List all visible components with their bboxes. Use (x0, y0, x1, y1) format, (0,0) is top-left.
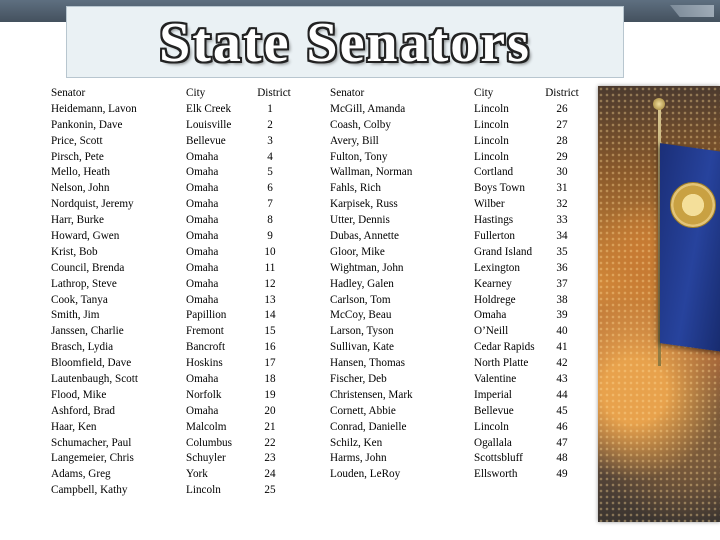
senator-name: McGill, Amanda (330, 102, 406, 115)
senator-name: Harms, John (330, 452, 387, 465)
senator-city: North Platte (474, 357, 529, 370)
senator-district: 3 (267, 134, 273, 147)
page-title: State Senators (159, 12, 531, 74)
senator-name: Harr, Burke (51, 214, 104, 227)
senator-name: Pankonin, Dave (51, 118, 123, 131)
senator-district: 29 (556, 150, 568, 163)
senator-name: Howard, Gwen (51, 230, 120, 243)
senator-district: 32 (556, 198, 568, 211)
senator-district: 17 (264, 357, 276, 370)
senator-city: Boys Town (474, 182, 525, 195)
senator-name: Mello, Heath (51, 166, 111, 179)
senator-city: Lincoln (474, 102, 509, 115)
senator-city: Omaha (186, 214, 219, 227)
senator-district: 33 (556, 214, 568, 227)
column-header-senator: Senator (330, 87, 365, 99)
senator-district: 40 (556, 325, 568, 338)
senator-city: Omaha (186, 230, 219, 243)
senator-name: Pirsch, Pete (51, 150, 104, 163)
senator-district: 7 (267, 198, 273, 211)
senator-city: Cedar Rapids (474, 341, 535, 354)
senator-name: Lautenbaugh, Scott (51, 373, 138, 386)
senator-district: 42 (556, 357, 568, 370)
senator-name: Brasch, Lydia (51, 341, 114, 354)
senator-district: 1 (267, 102, 273, 115)
senator-district: 34 (556, 230, 568, 243)
senator-name: Adams, Greg (51, 468, 111, 481)
column-header-city: City (474, 87, 494, 99)
senator-city: Ellsworth (474, 468, 518, 481)
city-column-right (474, 86, 535, 483)
senator-district: 27 (556, 118, 568, 131)
senator-district: 12 (264, 277, 276, 290)
senator-name: Louden, LeRoy (330, 468, 401, 481)
senator-name: Campbell, Kathy (51, 484, 128, 497)
senator-district: 14 (264, 309, 276, 322)
senator-district: 30 (556, 166, 568, 179)
senator-district: 48 (556, 452, 568, 465)
senator-name: Carlson, Tom (330, 293, 391, 306)
column-header-district: District (257, 87, 291, 99)
senator-city: O’Neill (474, 325, 509, 338)
senator-district: 22 (264, 436, 276, 449)
senator-district: 2 (267, 118, 273, 131)
senator-name: Bloomfield, Dave (51, 357, 132, 370)
flag-pole-finial (653, 98, 665, 110)
senator-district: 39 (556, 309, 568, 322)
senator-city: Omaha (186, 293, 219, 306)
senator-name: Heidemann, Lavon (51, 102, 137, 115)
senator-district: 25 (264, 484, 276, 497)
senator-name: Utter, Dennis (330, 214, 390, 227)
senator-district: 19 (264, 388, 276, 401)
senator-district: 4 (267, 150, 273, 163)
senator-district: 46 (556, 420, 568, 433)
senator-column-right (330, 86, 413, 483)
senator-district: 18 (264, 373, 276, 386)
senator-name: Lathrop, Steve (51, 277, 117, 290)
senator-district: 15 (264, 325, 276, 338)
senator-city: Columbus (186, 436, 233, 449)
senator-name: Hadley, Galen (330, 277, 394, 290)
senator-district: 31 (556, 182, 568, 195)
senator-name: Karpisek, Russ (330, 198, 398, 211)
senator-city: Omaha (186, 261, 219, 274)
senator-name: Nordquist, Jeremy (51, 198, 134, 211)
senator-column-left (51, 86, 138, 499)
senator-city: Papillion (186, 309, 227, 322)
senator-district: 21 (264, 420, 276, 433)
senator-name: Langemeier, Chris (51, 452, 134, 465)
senator-name: Avery, Bill (330, 134, 379, 147)
district-column-left (250, 86, 298, 499)
senator-name: Ashford, Brad (51, 404, 116, 417)
column-header-district: District (545, 87, 579, 99)
senator-city: Lexington (474, 261, 520, 274)
senator-district: 23 (264, 452, 276, 465)
senator-name: Fahls, Rich (330, 182, 381, 195)
senator-city: Bellevue (474, 404, 514, 417)
senator-district: 35 (556, 245, 568, 258)
senator-name: Hansen, Thomas (330, 357, 405, 370)
senator-name: Gloor, Mike (330, 245, 385, 258)
column-header-senator: Senator (51, 87, 86, 99)
senator-city: Omaha (186, 245, 219, 258)
senator-name: Wallman, Norman (330, 166, 413, 179)
senator-name: Council, Brenda (51, 261, 125, 274)
senator-city: Hoskins (186, 357, 223, 370)
senator-name: Conrad, Danielle (330, 420, 407, 433)
senator-name: Larson, Tyson (330, 325, 394, 338)
slide-corner-decoration (670, 5, 714, 17)
senator-district: 37 (556, 277, 568, 290)
senator-name: Dubas, Annette (330, 230, 399, 243)
senator-district: 16 (264, 341, 276, 354)
senator-city: Omaha (186, 166, 219, 179)
senator-district: 38 (556, 293, 568, 306)
senator-district: 49 (556, 468, 568, 481)
senator-city: York (186, 468, 208, 481)
column-header-city: City (186, 87, 206, 99)
senator-district: 11 (264, 261, 276, 274)
senator-city: Omaha (186, 150, 219, 163)
senator-city: Scottsbluff (474, 452, 523, 465)
title-banner (66, 6, 624, 78)
senator-district: 10 (264, 245, 276, 258)
senator-city: Bellevue (186, 134, 226, 147)
district-column-right (536, 86, 588, 483)
senator-name: Fischer, Deb (330, 373, 387, 386)
senator-city: Omaha (474, 309, 507, 322)
senator-name: Coash, Colby (330, 118, 391, 131)
senator-city: Bancroft (186, 341, 226, 354)
senator-city: Malcolm (186, 420, 227, 433)
senator-city: Lincoln (474, 420, 509, 433)
senator-district: 9 (267, 230, 273, 243)
senator-city: Omaha (186, 404, 219, 417)
senator-name: Schilz, Ken (330, 436, 383, 449)
senator-city: Lincoln (474, 134, 509, 147)
city-column-left (186, 86, 232, 499)
senator-name: Haar, Ken (51, 420, 97, 433)
senator-name: Janssen, Charlie (51, 325, 124, 338)
senator-district: 13 (264, 293, 276, 306)
state-flag (660, 143, 720, 353)
senator-name: Sullivan, Kate (330, 341, 395, 354)
senator-city: Fullerton (474, 230, 516, 243)
senator-district: 45 (556, 404, 568, 417)
senator-city: Elk Creek (186, 102, 232, 115)
senator-city: Omaha (186, 373, 219, 386)
senator-city: Cortland (474, 166, 514, 179)
senator-city: Kearney (474, 277, 512, 290)
senator-city: Omaha (186, 198, 219, 211)
senator-district: 6 (267, 182, 273, 195)
senator-city: Schuyler (186, 452, 226, 465)
senator-city: Lincoln (186, 484, 221, 497)
senator-district: 47 (556, 436, 568, 449)
senator-city: Grand Island (474, 245, 533, 258)
senator-name: Smith, Jim (51, 309, 100, 322)
senator-district: 36 (556, 261, 568, 274)
senator-name: Krist, Bob (51, 245, 98, 258)
senator-city: Omaha (186, 277, 219, 290)
senator-city: Hastings (474, 214, 514, 227)
senator-city: Wilber (474, 198, 505, 211)
senator-name: McCoy, Beau (330, 309, 392, 322)
senator-district: 20 (264, 404, 276, 417)
senator-city: Norfolk (186, 388, 222, 401)
senator-name: Fulton, Tony (330, 150, 388, 163)
senator-district: 28 (556, 134, 568, 147)
state-seal (670, 182, 716, 228)
senator-district: 5 (267, 166, 273, 179)
senator-city: Louisville (186, 118, 232, 131)
senator-city: Imperial (474, 388, 512, 401)
senator-city: Lincoln (474, 118, 509, 131)
senator-name: Cook, Tanya (51, 293, 108, 306)
senator-district: 8 (267, 214, 273, 227)
senator-district: 44 (556, 388, 568, 401)
senator-city: Lincoln (474, 150, 509, 163)
senator-district: 41 (556, 341, 568, 354)
senator-name: Flood, Mike (51, 388, 107, 401)
senator-city: Omaha (186, 182, 219, 195)
senator-name: Cornett, Abbie (330, 404, 396, 417)
senator-district: 43 (556, 373, 568, 386)
senator-name: Christensen, Mark (330, 388, 413, 401)
flag-photo (598, 86, 720, 522)
senator-city: Valentine (474, 373, 517, 386)
senator-city: Ogallala (474, 436, 512, 449)
senator-name: Nelson, John (51, 182, 110, 195)
senator-name: Wightman, John (330, 261, 404, 274)
senator-district: 24 (264, 468, 276, 481)
senator-name: Price, Scott (51, 134, 103, 147)
senator-city: Fremont (186, 325, 224, 338)
senator-name: Schumacher, Paul (51, 436, 132, 449)
senator-city: Holdrege (474, 293, 516, 306)
senator-district: 26 (556, 102, 568, 115)
